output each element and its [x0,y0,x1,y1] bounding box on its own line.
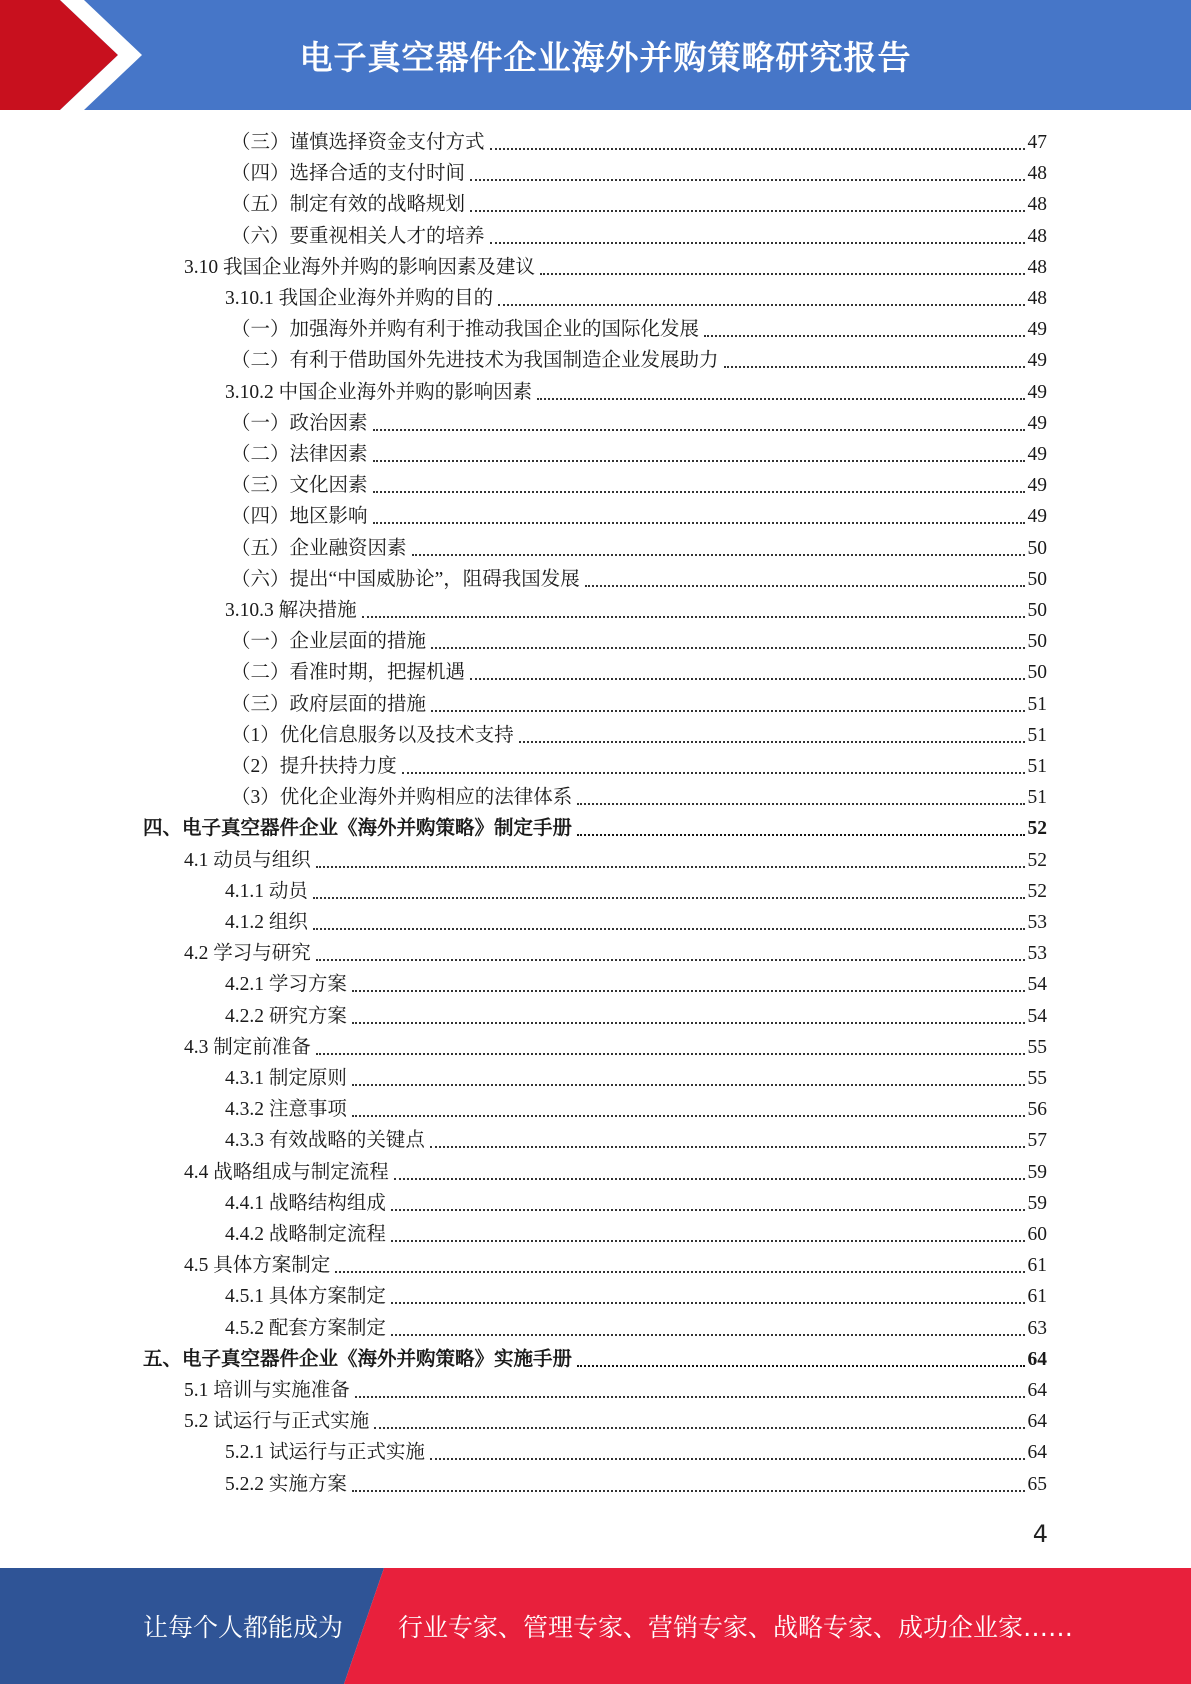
toc-entry-page-number: 59 [1027,1162,1047,1183]
toc-dot-leader [431,646,1024,649]
toc-entry[interactable] [225,1313,1047,1344]
page-header [0,0,1191,110]
toc-entry[interactable] [143,1344,1047,1375]
toc-entry-page-number: 52 [1027,881,1047,902]
toc-entry-title: 4.4.2 战略制定流程 [225,1224,386,1245]
footer-slogan-right: 行业专家、管理专家、营销专家、战略专家、成功企业家…… [398,1613,1074,1642]
toc-entry[interactable] [184,1032,1047,1063]
toc-dot-leader [540,272,1024,275]
toc-entry[interactable] [225,595,1047,626]
toc-entry-page-number: 56 [1027,1099,1047,1120]
toc-dot-leader [430,1457,1025,1460]
toc-entry-title: 3.10.1 我国企业海外并购的目的 [225,288,494,309]
toc-entry-title: （六）要重视相关人才的培养 [231,226,485,247]
toc-entry[interactable] [231,501,1047,532]
toc-entry[interactable] [225,1094,1047,1125]
toc-entry[interactable] [231,408,1047,439]
toc-entry-title: 4.3.3 有效战略的关键点 [225,1130,425,1151]
report-title: 电子真空器件企业海外并购策略研究报告 [299,37,912,77]
toc-entry[interactable] [231,751,1047,782]
toc-entry-title: （3）优化企业海外并购相应的法律体系 [231,787,573,808]
toc-dot-leader [373,490,1025,493]
toc-entry-title: （二）有利于借助国外先进技术为我国制造企业发展助力 [231,350,719,371]
toc-entry[interactable] [143,813,1047,844]
toc-entry-page-number: 50 [1027,600,1047,621]
toc-entry-page-number: 49 [1027,350,1047,371]
toc-entry-page-number: 48 [1027,226,1047,247]
toc-entry-page-number: 47 [1027,132,1047,153]
toc-entry-title: 4.3.2 注意事项 [225,1099,347,1120]
toc-entry[interactable] [225,283,1047,314]
toc-entry-title: 5.2 试运行与正式实施 [184,1411,370,1432]
footer-slogan-left: 让每个人都能成为 [143,1613,344,1642]
toc-dot-leader [470,178,1024,181]
toc-entry-title: （三）政府层面的措施 [231,694,427,715]
toc-entry-title: 4.1 动员与组织 [184,850,311,871]
toc-entry[interactable] [225,1469,1047,1500]
toc-entry-page-number: 49 [1027,319,1047,340]
toc-entry[interactable] [225,969,1047,1000]
toc-entry[interactable] [231,782,1047,813]
toc-dot-leader [412,553,1025,556]
toc-entry-title: 4.5.1 具体方案制定 [225,1286,386,1307]
toc-entry-title: 4.3 制定前准备 [184,1037,311,1058]
toc-entry-page-number: 64 [1027,1380,1047,1401]
toc-dot-leader [577,802,1024,805]
toc-entry[interactable] [231,345,1047,376]
toc-entry-title: 4.1.2 组织 [225,912,308,933]
toc-dot-leader [391,1208,1025,1211]
toc-dot-leader [430,1145,1025,1148]
toc-entry-page-number: 51 [1027,694,1047,715]
toc-dot-leader [352,989,1025,992]
toc-entry-title: （四）选择合适的支付时间 [231,163,466,184]
toc-entry[interactable] [184,1375,1047,1406]
toc-dot-leader [352,1114,1025,1117]
toc-entry-page-number: 50 [1027,538,1047,559]
toc-entry[interactable] [231,189,1047,220]
toc-entry-title: （三）文化因素 [231,475,368,496]
toc-entry-page-number: 50 [1027,631,1047,652]
toc-entry-page-number: 59 [1027,1193,1047,1214]
toc-entry-title: （一）加强海外并购有利于推动我国企业的国际化发展 [231,319,700,340]
toc-entry-page-number: 51 [1027,756,1047,777]
toc-entry[interactable] [225,1219,1047,1250]
page-footer [0,1568,1191,1684]
toc-entry-page-number: 49 [1027,506,1047,527]
toc-dot-leader [373,521,1025,524]
toc-entry[interactable] [225,377,1047,408]
page-number: 4 [1032,1520,1048,1548]
toc-dot-leader [355,1395,1025,1398]
toc-dot-leader [374,1426,1024,1429]
toc-dot-leader [316,958,1025,961]
toc-entry[interactable] [231,564,1047,595]
toc-entry-title: 3.10.3 解决措施 [225,600,357,621]
toc-dot-leader [316,865,1025,868]
toc-entry[interactable] [231,221,1047,252]
toc-entry[interactable] [225,1063,1047,1094]
toc-dot-leader [490,147,1025,150]
toc-entry-title: 4.2 学习与研究 [184,943,311,964]
toc-entry[interactable] [225,876,1047,907]
toc-dot-leader [313,927,1025,930]
toc-entry[interactable] [231,439,1047,470]
toc-dot-leader [391,1301,1025,1304]
toc-entry-title: 4.4 战略组成与制定流程 [184,1162,389,1183]
toc-entry-title: （四）地区影响 [231,506,368,527]
toc-entry[interactable] [231,127,1047,158]
toc-entry-page-number: 48 [1027,288,1047,309]
toc-entry-page-number: 52 [1027,850,1047,871]
toc-entry-title: 5.2.1 试运行与正式实施 [225,1442,425,1463]
toc-dot-leader [519,740,1025,743]
toc-entry[interactable] [225,1188,1047,1219]
toc-entry-page-number: 49 [1027,475,1047,496]
toc-entry-title: （一）企业层面的措施 [231,631,427,652]
toc-entry-page-number: 52 [1027,818,1047,839]
toc-entry[interactable] [184,1406,1047,1437]
toc-entry-title: （二）看准时期，把握机遇 [231,662,466,683]
toc-dot-leader [313,896,1025,899]
toc-entry-title: 5.1 培训与实施准备 [184,1380,350,1401]
toc-entry-page-number: 49 [1027,444,1047,465]
toc-entry-title: （五）制定有效的战略规划 [231,194,466,215]
toc-dot-leader [577,1364,1024,1367]
toc-entry-title: 4.1.1 动员 [225,881,308,902]
toc-dot-leader [316,1052,1025,1055]
toc-dot-leader [498,303,1024,306]
toc-dot-leader [470,209,1024,212]
toc-entry-title: 5.2.2 实施方案 [225,1474,347,1495]
toc-entry-page-number: 48 [1027,194,1047,215]
toc-entry-page-number: 48 [1027,163,1047,184]
toc-entry-title: 4.5 具体方案制定 [184,1255,331,1276]
toc-dot-leader [352,1489,1025,1492]
toc-entry-title: （六）提出“中国威胁论”，阻碍我国发展 [231,569,580,590]
toc-entry-page-number: 48 [1027,257,1047,278]
toc-entry-title: 4.4.1 战略结构组成 [225,1193,386,1214]
toc-dot-leader [394,1177,1025,1180]
toc-entry[interactable] [184,845,1047,876]
toc-entry[interactable] [231,533,1047,564]
toc-entry-page-number: 63 [1027,1318,1047,1339]
toc-entry[interactable] [184,1250,1047,1281]
toc-entry[interactable] [225,1437,1047,1468]
toc-entry-page-number: 50 [1027,569,1047,590]
toc-entry-title: （五）企业融资因素 [231,538,407,559]
toc-entry[interactable] [225,1281,1047,1312]
toc-dot-leader [352,1021,1025,1024]
toc-entry-title: 4.2.2 研究方案 [225,1006,347,1027]
toc-dot-leader [724,365,1025,368]
toc-dot-leader [391,1333,1025,1336]
toc-dot-leader [335,1270,1024,1273]
toc-dot-leader [391,1239,1025,1242]
toc-entry-page-number: 61 [1027,1286,1047,1307]
toc-entry[interactable] [184,252,1047,283]
toc-entry-title: （2）提升扶持力度 [231,756,397,777]
toc-entry[interactable] [231,689,1047,720]
toc-entry[interactable] [231,626,1047,657]
toc-entry-title: 3.10 我国企业海外并购的影响因素及建议 [184,257,536,278]
toc-entry[interactable] [231,314,1047,345]
toc-dot-leader [352,1083,1025,1086]
toc-entry[interactable] [184,1157,1047,1188]
toc-entry-title: （一）政治因素 [231,413,368,434]
toc-entry-page-number: 53 [1027,943,1047,964]
toc-entry-page-number: 60 [1027,1224,1047,1245]
toc-entry-page-number: 49 [1027,413,1047,434]
toc-entry[interactable] [231,470,1047,501]
toc-entry[interactable] [225,1001,1047,1032]
toc-entry-page-number: 64 [1027,1349,1047,1370]
toc-entry-page-number: 51 [1027,787,1047,808]
toc-entry-page-number: 53 [1027,912,1047,933]
toc-dot-leader [373,459,1025,462]
toc-entry-page-number: 54 [1027,974,1047,995]
toc-dot-leader [537,397,1024,400]
toc-entry[interactable] [184,938,1047,969]
toc-dot-leader [431,709,1024,712]
toc-dot-leader [402,771,1025,774]
toc-entry[interactable] [231,158,1047,189]
toc-entry-page-number: 57 [1027,1130,1047,1151]
toc-entry-page-number: 55 [1027,1068,1047,1089]
toc-entry-title: 4.5.2 配套方案制定 [225,1318,386,1339]
toc-entry-title: 4.2.1 学习方案 [225,974,347,995]
toc-entry-page-number: 65 [1027,1474,1047,1495]
toc-dot-leader [704,334,1024,337]
toc-entry-page-number: 55 [1027,1037,1047,1058]
toc-entry-title: 四、电子真空器件企业《海外并购策略》制定手册 [143,818,573,839]
toc-entry-page-number: 64 [1027,1442,1047,1463]
toc-entry-page-number: 51 [1027,725,1047,746]
toc-entry-title: （三）谨慎选择资金支付方式 [231,132,485,153]
toc-entry-page-number: 64 [1027,1411,1047,1432]
toc-dot-leader [362,615,1025,618]
toc-entry-page-number: 61 [1027,1255,1047,1276]
toc-entry-title: （二）法律因素 [231,444,368,465]
toc-entry-title: （1）优化信息服务以及技术支持 [231,725,514,746]
toc-entry[interactable] [231,657,1047,688]
toc-dot-leader [470,677,1024,680]
toc-entry-title: 3.10.2 中国企业海外并购的影响因素 [225,382,533,403]
toc-dot-leader [373,428,1025,431]
toc-dot-leader [490,241,1025,244]
toc-entry-page-number: 49 [1027,382,1047,403]
toc-entry[interactable] [225,1125,1047,1156]
toc-entry-title: 4.3.1 制定原则 [225,1068,347,1089]
toc-entry-title: 五、电子真空器件企业《海外并购策略》实施手册 [143,1349,573,1370]
toc-entry[interactable] [231,720,1047,751]
toc-entry-page-number: 50 [1027,662,1047,683]
toc-entry[interactable] [225,907,1047,938]
toc-entry-page-number: 54 [1027,1006,1047,1027]
toc-dot-leader [585,584,1025,587]
toc-dot-leader [577,833,1024,836]
